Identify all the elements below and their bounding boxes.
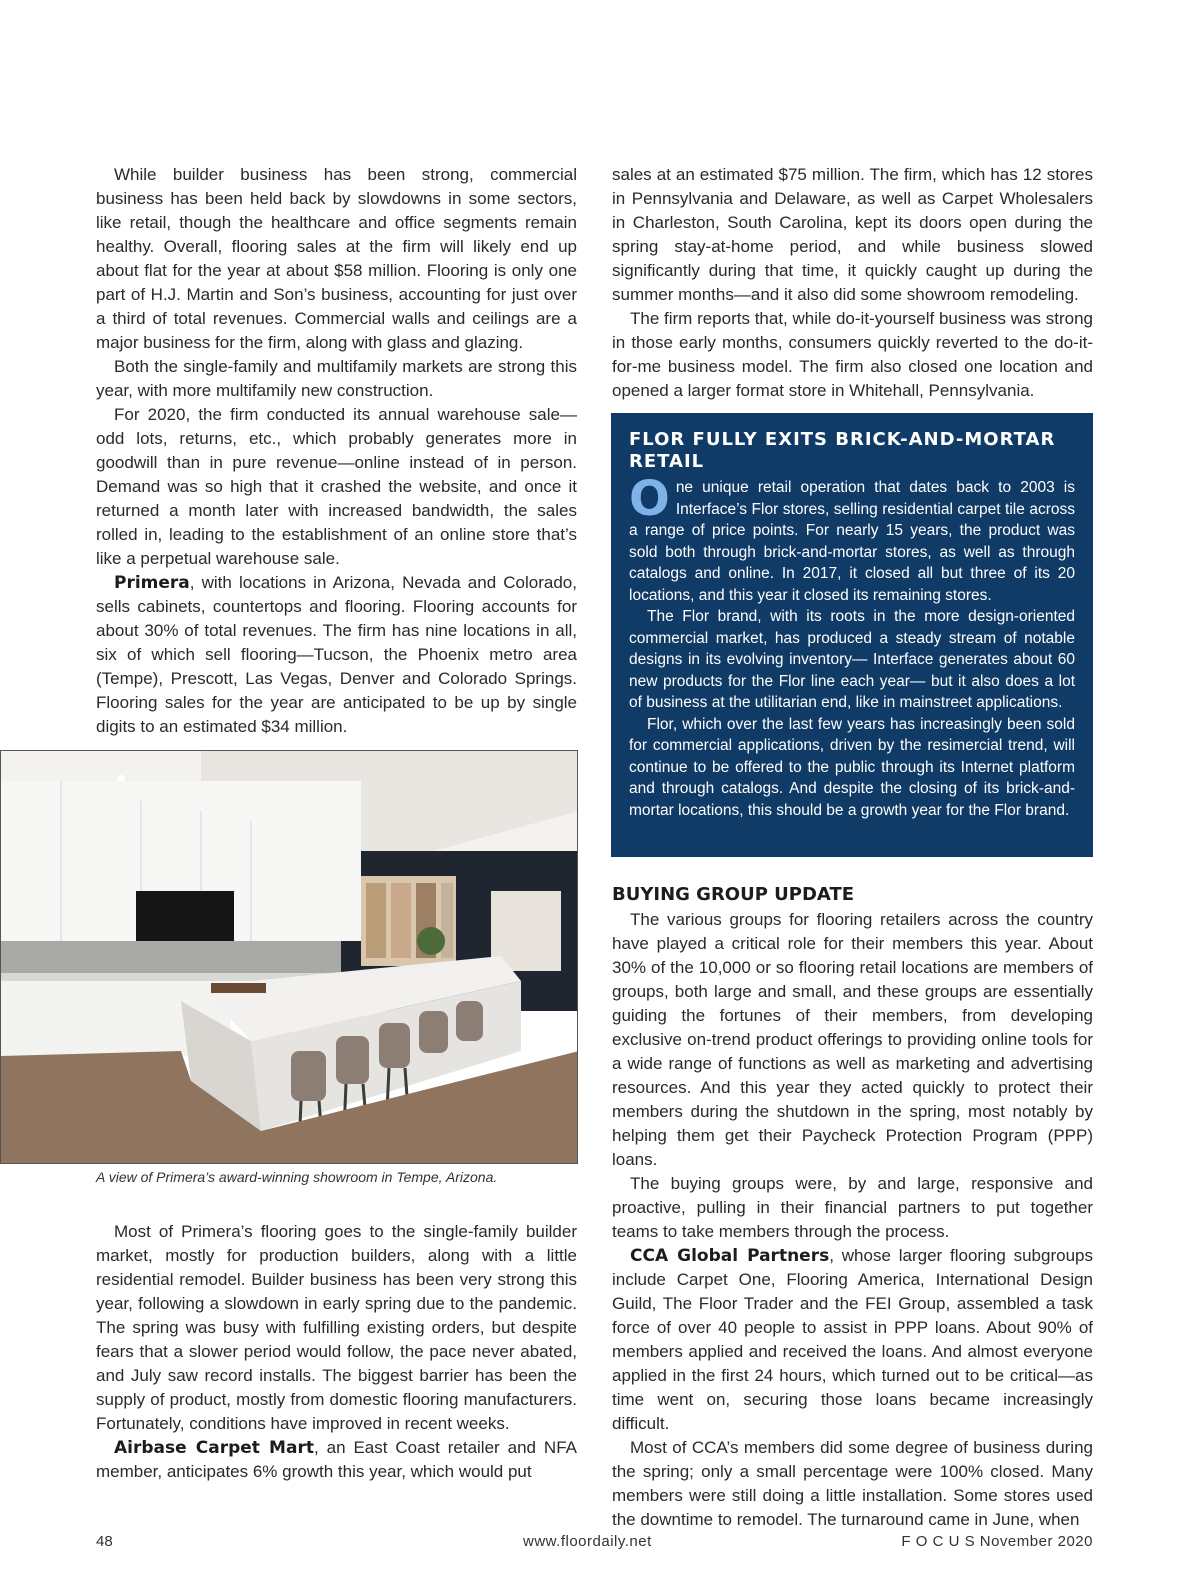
sidebar-text: ne unique retail operation that dates back to 2003 is Interface’s Flor stores, selling residential carpet tile across a range of price points. For nearly 15 years, the product was sold both through brick-and-mortar stores, as well as through catalogs and online. In 2017, it closed all but three of its 20 locations, and this year it closed its remaining stores. xyxy=(629,479,1075,604)
paragraph-airbase xyxy=(96,1436,577,1484)
paragraph: While builder business has been strong, commercial business has been held back by slowdowns in some sectors, like retail, though the healthcare and office segments remain healthy. Overall, flooring sales at the firm will likely end up about flat for the year at about $58 million. Flooring is only one part of H.J. Martin and Son’s business, accounting for just over a third of total revenues. Commercial walls and ceilings are a major business for the firm, along with glass and glazing. xyxy=(96,165,577,352)
sidebar-paragraph: The Flor brand, with its roots in the more design-oriented commercial market, has produced a steady stream of notable designs in its evolving inventory— Interface generates about 60 new products for the Flor line each year— but it also does a lot of business at the utilitarian end, like in mainstreet applications. xyxy=(629,608,1075,711)
website-url: www.floordaily.net xyxy=(523,1533,652,1550)
paragraph: Most of CCA’s members did some degree of business during the spring; only a small percentage were 100% closed. Many members were still doing a little installation. Some stores used the downtime to remodel. The turnaround came in June, when xyxy=(612,1438,1093,1529)
paragraph-text: , with locations in Arizona, Nevada and Colorado, sells cabinets, countertops and flooring. Flooring accounts for about 30% of total revenues. The firm has nine locations in all, six of which sell flooring—Tucson, the Phoenix metro area (Tempe), Prescott, Las Vegas, Denver and Colorado Springs. Flooring sales for the year are anticipated to be up by single digits to an estimated $34 million. xyxy=(96,573,577,736)
showroom-photo xyxy=(0,750,578,1164)
left-column-top xyxy=(96,163,577,739)
drop-cap: O xyxy=(629,471,670,527)
paragraph-text: , an East Coast retailer and NFA member, anticipates 6% growth this year, which would put xyxy=(96,1438,577,1481)
paragraph: Most of Primera’s flooring goes to the single-family builder market, mostly for production builders, along with a little residential remodel. Builder business has been very strong this year, following a slowdown in early spring due to the pandemic. The spring was busy with fulfilling existing orders, but despite fears that a slower period would follow, the pace never abated, and July saw record installs. The biggest barrier has been the supply of product, mostly from domestic flooring manufacturers. Fortunately, conditions have improved in recent weeks. xyxy=(96,1222,577,1433)
paragraph: sales at an estimated $75 million. The firm, which has 12 stores in Pennsylvania and Delaware, as well as Carpet Wholesalers in Charleston, South Carolina, kept its doors open during the spring stay-at-home period, and while business slowed significantly during that time, it quickly caught up during the summer months—and it also did some showroom remodeling. xyxy=(612,165,1093,304)
paragraph-primera xyxy=(96,571,577,739)
page-number: 48 xyxy=(96,1533,113,1550)
photo-caption: A view of Primera’s award-winning showroom in Tempe, Arizona. xyxy=(96,1169,498,1185)
paragraph-cca xyxy=(612,1244,1093,1436)
company-name-primera: Primera xyxy=(114,573,190,593)
issue-label: F O C U S November 2020 xyxy=(901,1533,1093,1550)
buying-group-heading: BUYING GROUP UPDATE xyxy=(612,884,855,905)
right-column-top xyxy=(612,163,1093,403)
paragraph: The various groups for flooring retailers across the country have played a critical role for their members this year. About 30% of the 10,000 or so flooring retail locations are members of groups, both large and small, and these groups are essentially guiding the fortunes of their members, from developing exclusive on-trend product offerings to providing online tools for a wide range of functions as well as marketing and advertising resources. And this year they acted quickly to protect their members during the shutdown in the spring, most notably by helping them get their Paycheck Protection Program (PPP) loans. xyxy=(612,910,1093,1169)
sidebar-paragraph: Flor, which over the last few years has increasingly been sold for commercial applications, driven by the resimercial trend, will continue to be offered to the public through its Internet platform and through catalogs. And despite the closing of its brick-and-mortar locations, this should be a growth year for the Flor brand. xyxy=(629,715,1075,819)
paragraph: The buying groups were, by and large, responsive and proactive, pulling in their financial partners to put together teams to take members through the process. xyxy=(612,1174,1093,1241)
sidebar-paragraph xyxy=(629,471,1075,606)
company-name-cca: CCA Global Partners xyxy=(630,1246,830,1266)
flor-sidebar-box xyxy=(611,413,1093,857)
left-column-bottom xyxy=(96,1220,577,1484)
paragraph: Both the single-family and multifamily markets are strong this year, with more multifamily new construction. xyxy=(96,357,577,400)
paragraph-text: , whose larger flooring subgroups include Carpet One, Flooring America, International Design Guild, The Floor Trader and the FEI Group, assembled a task force of over 40 people to assist in PPP loans. About 90% of members applied and received the loans. And almost everyone applied in the first 24 hours, which turned out to be critical—as time went on, securing those loans became increasingly difficult. xyxy=(612,1246,1093,1433)
paragraph: The firm reports that, while do-it-yourself business was strong in those early months, consumers quickly reverted to the do-it-for-me business model. The firm also closed one location and opened a larger format store in Whitehall, Pennsylvania. xyxy=(612,309,1093,400)
paragraph: For 2020, the firm conducted its annual warehouse sale—odd lots, returns, etc., which probably generates more in goodwill than in pure revenue—online instead of in person. Demand was so high that it crashed the website, and once it returned a month later with increased bandwidth, the sales rolled in, leading to the establishment of an online store that’s like a perpetual warehouse sale. xyxy=(96,405,577,568)
right-column-bottom xyxy=(612,908,1093,1532)
company-name-airbase: Airbase Carpet Mart xyxy=(114,1438,314,1458)
sidebar-title: FLOR FULLY EXITS BRICK-AND-MORTAR RETAIL xyxy=(629,429,1056,472)
sidebar-body xyxy=(629,471,1075,821)
